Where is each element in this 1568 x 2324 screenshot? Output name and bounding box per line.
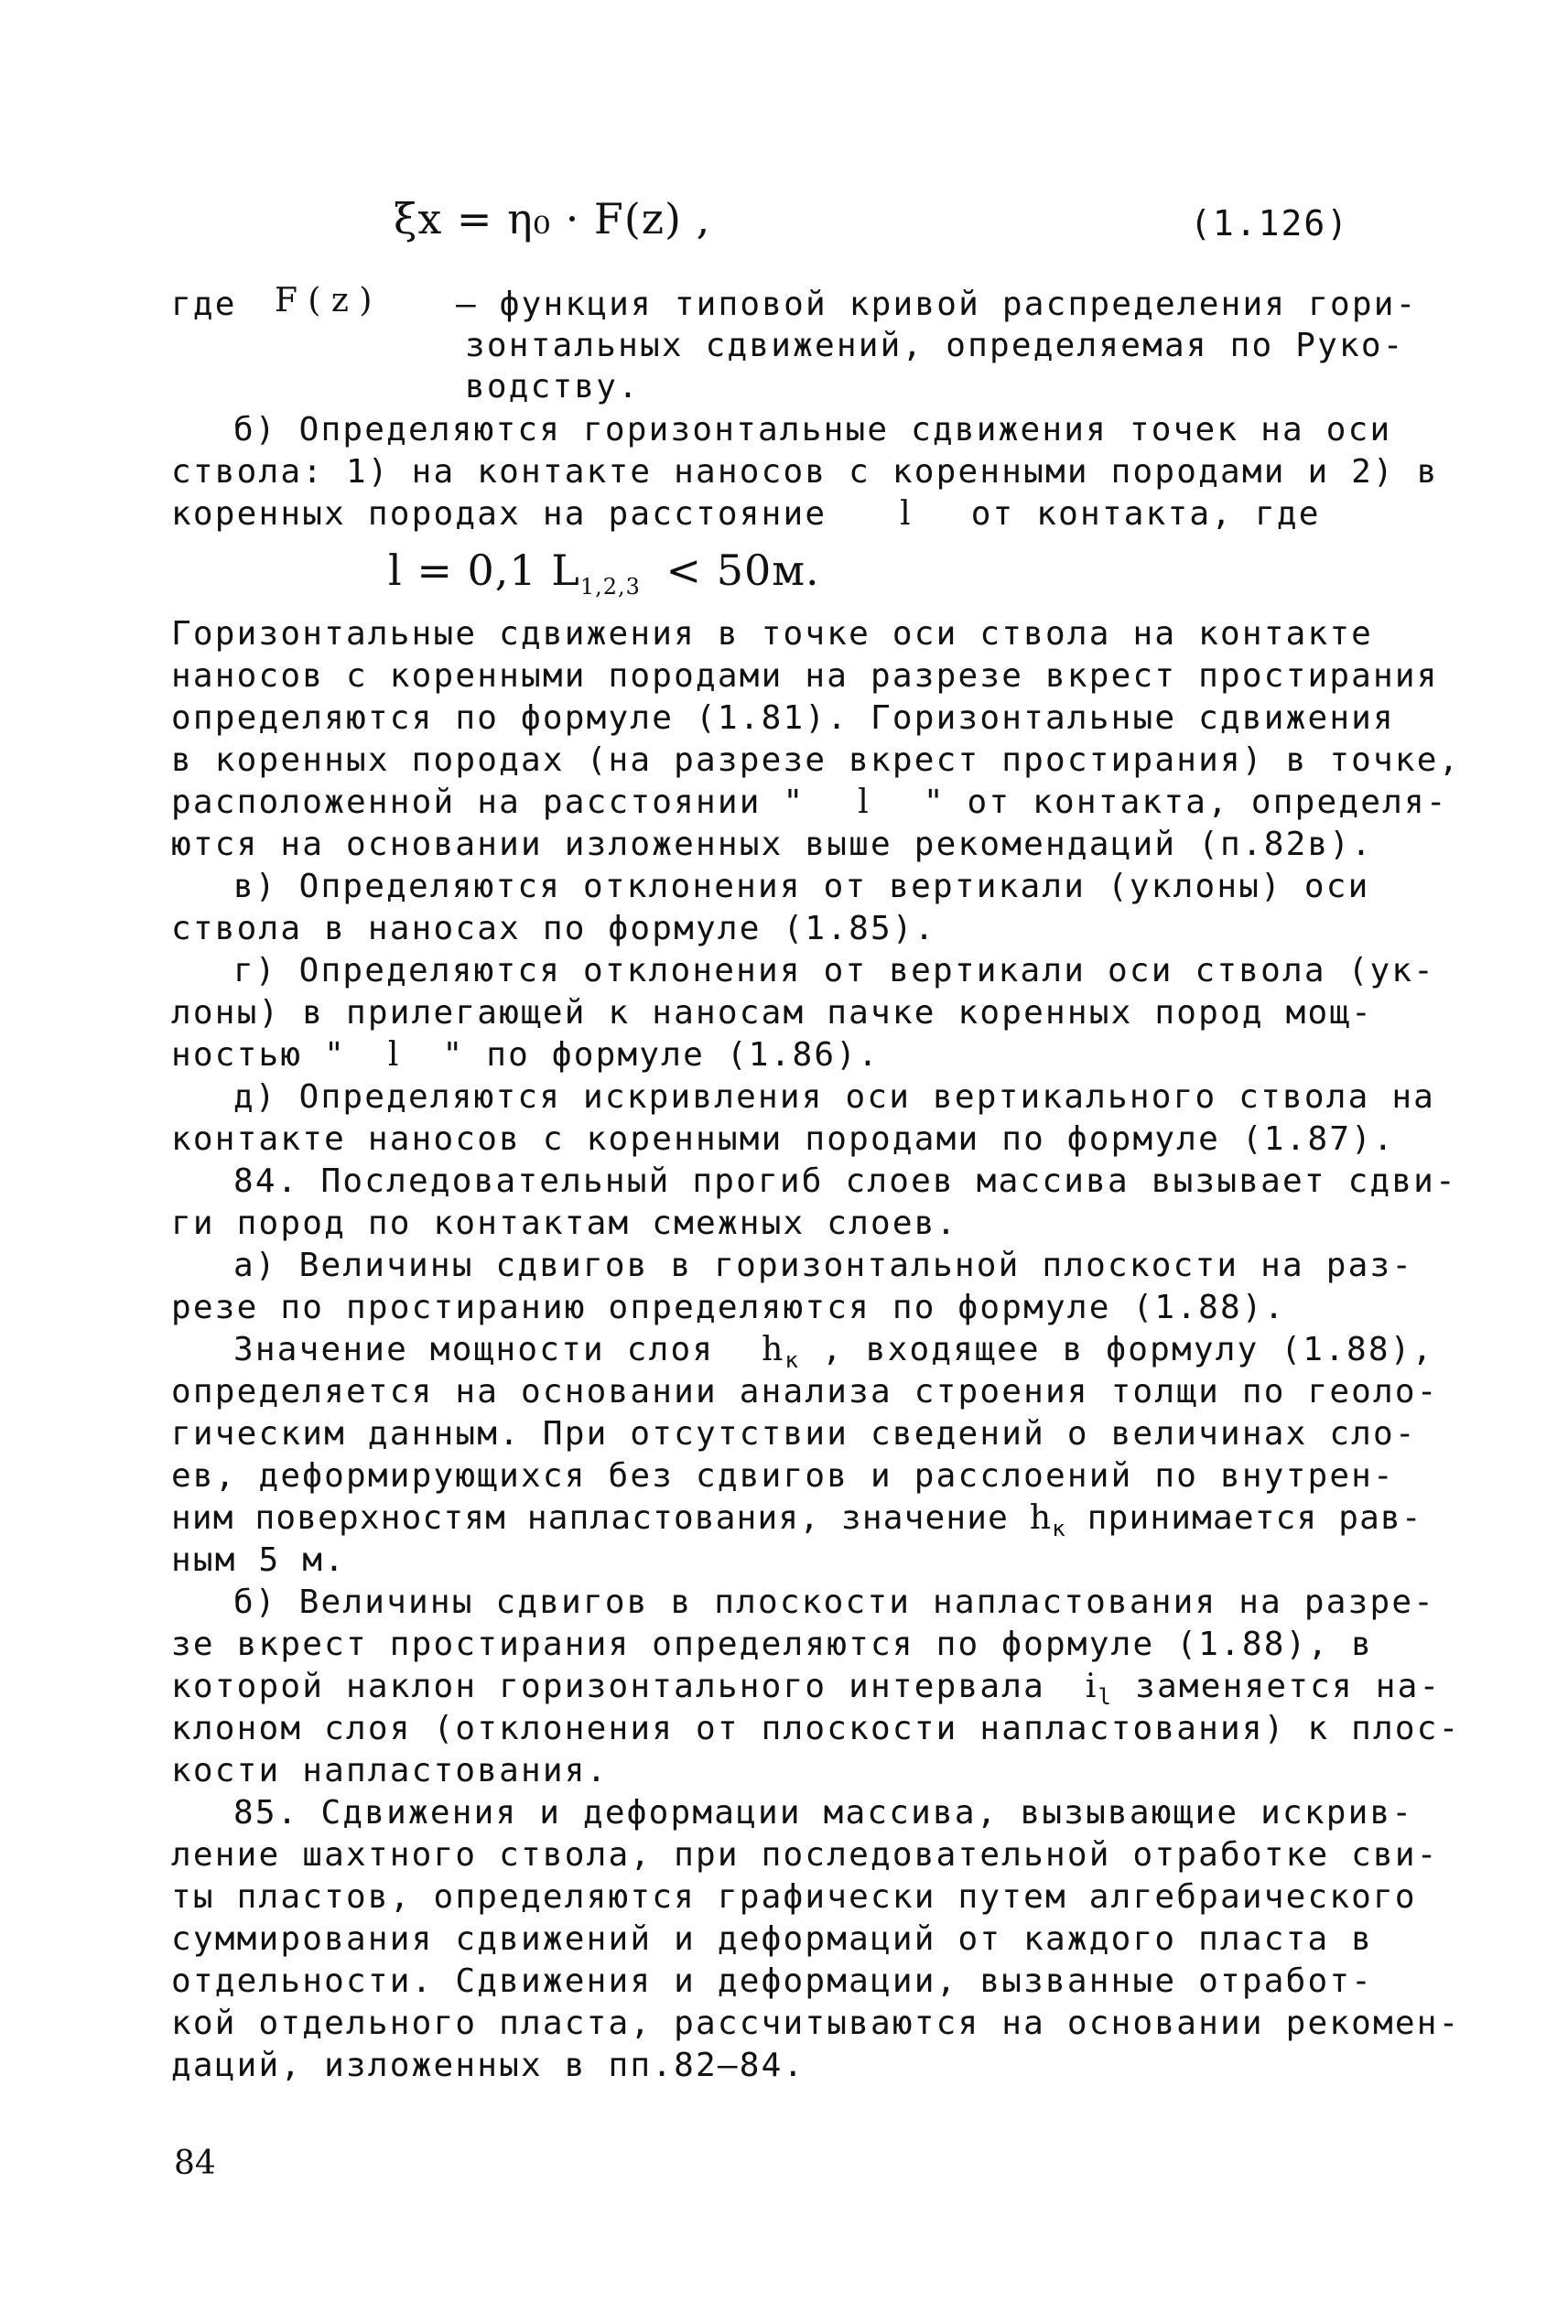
para-84b-line-4: клоном слоя (отклонения от плоскости напластования) к плос- (171, 1710, 1461, 1747)
para-thickness-line-5 (171, 1497, 1422, 1550)
para-85-line-5: отдельности. Сдвижения и деформации, вызванные отработ- (171, 1962, 1374, 2000)
para-horiz-line-6: ются на основании изложенных выше рекомендаций (п.82в). (171, 826, 1374, 863)
para-g-line-3 (171, 1034, 880, 1076)
para-85-line-2: ление шахтного ствола, при последовательной отработке сви- (171, 1836, 1439, 1874)
where-line-1: – функция типовой кривой распределения гори- (456, 286, 1418, 323)
para-84a-line-1: а) Величины сдвигов в горизонтальной плоскости на раз- (233, 1247, 1414, 1284)
formula-l-subscript: 1,2,3 (579, 574, 641, 600)
para-g-line-2: лоны) в прилегающей к наносам пачке коренных пород мощ- (171, 994, 1374, 1032)
para-horiz-line-5-before: расположенной на расстоянии " (171, 784, 806, 821)
symbol-i-subscript: l (1098, 1684, 1114, 1711)
para-g-line-3-after: " по формуле (1.86). (442, 1036, 880, 1074)
para-d-line-1: д) Определяются искривления оси вертикального ствола на (233, 1078, 1436, 1116)
para-thickness-line-4: ев, деформирующихся без сдвигов и расслоений по внутрен- (171, 1457, 1395, 1495)
symbol-l: l (858, 784, 871, 821)
symbol-l: l (900, 495, 913, 533)
para-horiz-line-3: определяются по формуле (1.81). Горизонтальные сдвижения (171, 699, 1395, 737)
para-84b-line-5: кости напластования. (171, 1752, 609, 1789)
formula-126: ξx = η₀ · F(z) , (394, 194, 711, 243)
para-thickness-line-5-after: принимается рав- (1087, 1499, 1422, 1537)
para-v-line-1: в) Определяются отклонения от вертикали (уклоны) оси (233, 868, 1370, 905)
para-b1-line-3 (171, 493, 1321, 535)
para-b1-text-after: от контакта, где (970, 495, 1321, 533)
para-85-line-6: кой отдельного пласта, рассчитываются на основании рекомен- (171, 2005, 1461, 2042)
para-85-line-4: суммирования сдвижений и деформаций от каждого пласта в (171, 1920, 1374, 1958)
para-v-line-2: ствола в наносах по формуле (1.85). (171, 910, 936, 947)
para-thickness-line-1-after: , входящее в формулу (1.88), (822, 1331, 1434, 1368)
symbol-h-subscript: к (1052, 1516, 1066, 1542)
para-d-line-2: контакте наносов с коренными породами по формуле (1.87). (171, 1120, 1395, 1158)
para-horiz-line-5-after: " от контакта, определя- (923, 784, 1448, 821)
where-symbol: F ( z ) (275, 282, 373, 319)
para-84b-line-3-after: заменяется на- (1135, 1668, 1442, 1705)
para-84-line-1: 84. Последовательный прогиб слоев массива вызывает сдви- (233, 1162, 1457, 1200)
para-horiz-line-4: в коренных породах (на разрезе вкрест простирания) в точке, (171, 741, 1461, 779)
symbol-h: h (762, 1331, 785, 1368)
para-horiz-line-2: наносов с коренными породами на разрезе вкрест простирания (171, 657, 1439, 695)
para-g-line-3-before: ностью " (171, 1036, 346, 1074)
para-b1-text-before: коренных породах на расстояние (171, 495, 827, 533)
para-84b-line-1: б) Величины сдвигов в плоскости напластования на разре- (233, 1584, 1436, 1621)
para-b1-line-1: б) Определяются горизонтальные сдвижения точек на оси (233, 411, 1392, 449)
para-85-line-7: даций, изложенных в пп.82–84. (171, 2047, 806, 2084)
equation-number: (1.126) (1190, 203, 1350, 243)
formula-l (388, 546, 820, 600)
symbol-l: l (387, 1036, 401, 1074)
para-85-line-3: ты пластов, определяются графически путем алгебраического (171, 1878, 1417, 1916)
para-g-line-1: г) Определяются отклонения от вертикали оси ствола (ук- (233, 952, 1436, 989)
page-number: 84 (174, 2145, 216, 2182)
para-horiz-line-1: Горизонтальные сдвижения в точке оси ствола на контакте (171, 615, 1374, 653)
para-84b-line-2: зе вкрест простирания определяются по формуле (1.88), в (171, 1626, 1374, 1663)
para-b1-line-2: ствола: 1) на контакте наносов с коренными породами и 2) в (171, 453, 1439, 491)
para-thickness-line-5-before: ним поверхностям напластования, значение (171, 1499, 1009, 1537)
where-prefix: где (171, 286, 237, 323)
para-thickness-line-1-before: Значение мощности слоя (233, 1331, 715, 1368)
formula-l-tail: < 50м. (665, 546, 820, 595)
symbol-h: h (1029, 1499, 1053, 1537)
where-line-2: зонтальных сдвижений, определяемая по Руко- (465, 327, 1405, 364)
para-horiz-line-5 (171, 782, 1448, 824)
para-thickness-line-2: определяется на основании анализа строения толщи по геоло- (171, 1373, 1439, 1411)
symbol-h-subscript: к (784, 1347, 801, 1374)
para-thickness-line-3: гическим данным. При отсутствии сведений о величинах сло- (171, 1415, 1417, 1453)
formula-l-expression: l = 0,1 L (388, 546, 580, 595)
para-84a-line-2: резе по простиранию определяются по формуле (1.88). (171, 1289, 1286, 1326)
para-85-line-1: 85. Сдвижения и деформации массива, вызывающие искрив- (233, 1794, 1414, 1832)
para-84-line-2: ги пород по контактам смежных слоев. (171, 1205, 958, 1242)
symbol-i: i (1085, 1668, 1098, 1705)
para-thickness-line-6: ным 5 м. (171, 1541, 346, 1579)
para-84b-line-3-before: которой наклон горизонтального интервала (171, 1668, 1045, 1705)
where-line-3: водству. (465, 368, 640, 405)
